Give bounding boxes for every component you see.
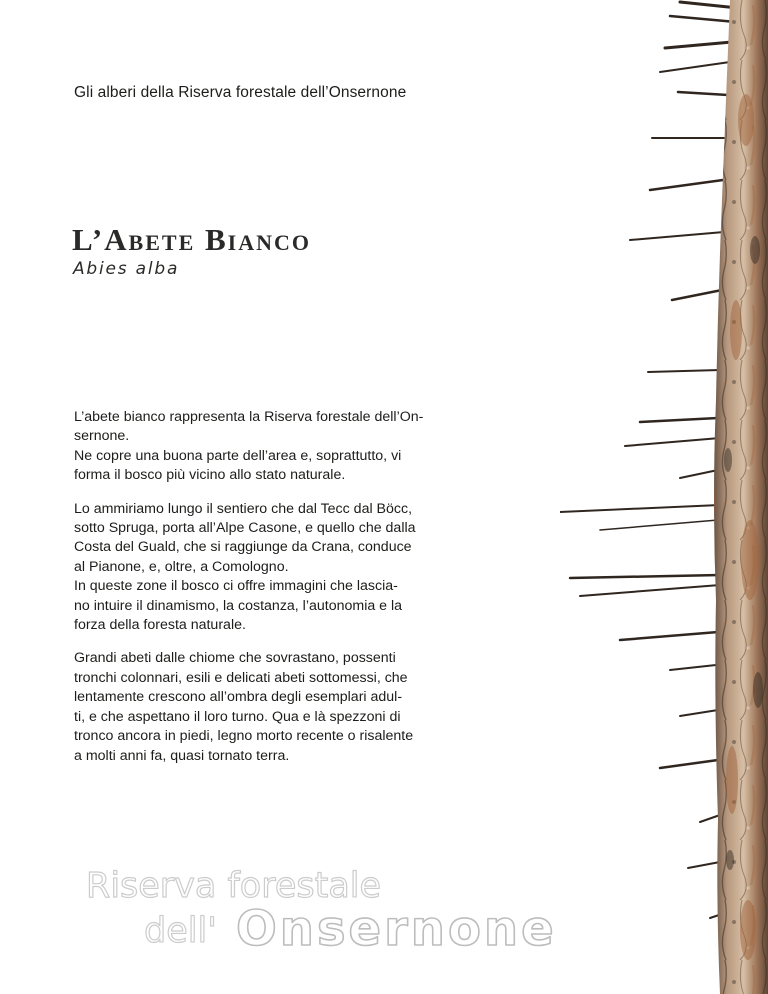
paragraph-3 <box>74 649 454 765</box>
fir-trunk-image <box>560 0 768 994</box>
text-line: Lo ammiriamo lungo il sentiero che dal Tecc dal Böcc, <box>74 500 413 517</box>
logo-line-1: Riserva forestale <box>86 866 382 906</box>
text-line: al Pianone, e, oltre, a Comologno. <box>74 558 289 575</box>
text-line: forma il bosco più vicino allo stato naturale. <box>74 467 346 484</box>
species-common-name: L’Abete Bianco <box>72 222 312 257</box>
text-line: lentamente crescono all’ombra degli esemplari adul- <box>74 689 403 706</box>
species-latin-name: Abies alba <box>73 259 180 279</box>
text-line: forza della foresta naturale. <box>74 617 246 634</box>
text-line: Costa del Guald, che si raggiunge da Crana, conduce <box>74 539 412 556</box>
text-line: sernone. <box>74 428 130 445</box>
text-line: L’abete bianco rappresenta la Riserva forestale dell’On- <box>74 409 424 425</box>
body-text <box>74 408 454 780</box>
text-line: tronchi colonnari, esili e delicati abeti sottomessi, che <box>74 669 408 686</box>
text-line: a molti anni fa, quasi tornato terra. <box>74 747 290 764</box>
paragraph-2 <box>74 500 454 636</box>
logo-line-2-prefix: dell' <box>144 911 217 951</box>
text-line: Ne copre una buona parte dell’area e, soprattutto, vi <box>74 447 402 464</box>
logo-onsernone: Onsernone <box>236 901 557 957</box>
text-line: ti, e che aspettano il loro turno. Qua e là spezzoni di <box>74 708 401 725</box>
paragraph-1 <box>74 408 454 486</box>
text-line: no intuire il dinamismo, la costanza, l’autonomia e la <box>74 597 403 614</box>
text-line: tronco ancora in piedi, legno morto recente o risalente <box>74 728 414 745</box>
series-title: Gli alberi della Riserva forestale dell’Onsernone <box>74 84 407 101</box>
text-line: Grandi abeti dalle chiome che sovrastano, possenti <box>74 650 396 667</box>
text-line: sotto Spruga, porta all’Alpe Casone, e quello che dalla <box>74 520 416 537</box>
text-line: In queste zone il bosco ci offre immagini che lascia- <box>74 578 398 595</box>
